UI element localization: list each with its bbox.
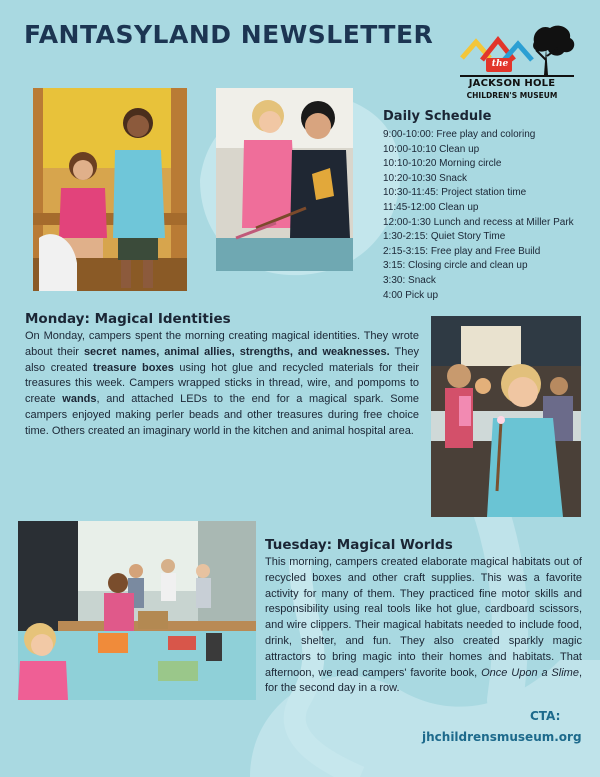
schedule-item: 10:00-10:10 Clean up: [383, 143, 480, 155]
schedule-item: 2:15-3:15: Free play and Free Build: [383, 245, 541, 257]
schedule-item: 4:00 Pick up: [383, 289, 439, 301]
tuesday-text-1: This morning, campers created elaborate magical habitats out of recycled boxes and other craft supplies. This was a favorite activity for many of them. They practiced fine motor skills and responsibility using real tools like hot glue, cardboard scissors, and wire clippers. Their magical habitats needed to include food, drink, shelter, and fun. They also created sparkly magic attractors to bring magic into their homes and habitats. That afternoon, we read campers' favorite book,: [265, 556, 582, 679]
schedule-item: 12:00-1:30 Lunch and recess at Miller Park: [383, 216, 574, 228]
cta-website-link[interactable]: jhchildrensmuseum.org: [422, 730, 582, 744]
monday-text-3: using hot glue and recycled materials for their treasures this week. Campers wrapped sticks in thread, wire, and pompoms to create: [25, 361, 420, 406]
monday-bold-2: treasure boxes: [93, 361, 174, 374]
schedule-list: [383, 128, 574, 303]
monday-title: Monday: Magical Identities: [25, 311, 231, 327]
monday-text-1: On Monday, campers spent the morning creating magical identities. They wrote about their: [25, 330, 419, 358]
schedule-item: 3:15: Closing circle and clean up: [383, 260, 528, 272]
schedule-item: 3:30: Snack: [383, 274, 436, 286]
monday-text-2: They also created: [25, 345, 419, 374]
kids-at-craft-table-photo: [18, 521, 256, 700]
schedule-item: 10:20-10:30 Snack: [383, 172, 467, 184]
girl-with-wand-photo: [431, 316, 581, 517]
monday-text-4: , and attached LEDs to the end for a magical spark. Some campers enjoyed making perler beads and other treasures during free choice time. Others created an imaginary world in the kitchen and animal hospital area.: [25, 393, 419, 437]
tuesday-title: Tuesday: Magical Worlds: [265, 537, 453, 553]
schedule-item: 9:00-10:00: Free play and coloring: [383, 129, 536, 140]
museum-logo: [456, 20, 580, 110]
monday-body: [25, 329, 419, 440]
schedule-item: 10:10-10:20 Morning circle: [383, 158, 502, 170]
two-girls-in-play-cabinet-photo: [33, 88, 187, 291]
logo-name-line2: CHILDREN'S MUSEUM: [466, 91, 558, 100]
logo-name-line1: JACKSON HOLE: [468, 78, 556, 89]
tuesday-text-2: , for the second day in a row.: [265, 666, 582, 695]
cta-label: CTA:: [530, 709, 561, 723]
newsletter-title: FANTASYLAND NEWSLETTER: [24, 20, 434, 49]
logo-badge: the: [491, 59, 509, 69]
monday-bold-1: secret names, animal allies, strengths, and weaknesses.: [83, 345, 390, 358]
tuesday-book-title: Once Upon a Slime: [481, 666, 579, 679]
monday-bold-3: wands: [62, 393, 97, 406]
museum-logo-mark: [456, 20, 580, 80]
schedule-title: Daily Schedule: [383, 109, 492, 124]
two-kids-crafting-photo: [216, 88, 353, 271]
schedule-item: 11:45-12:00 Clean up: [383, 201, 479, 213]
schedule-item: 1:30-2:15: Quiet Story Time: [383, 231, 506, 243]
schedule-item: 10:30-11:45: Project station time: [383, 187, 527, 199]
tuesday-body: [265, 555, 582, 697]
